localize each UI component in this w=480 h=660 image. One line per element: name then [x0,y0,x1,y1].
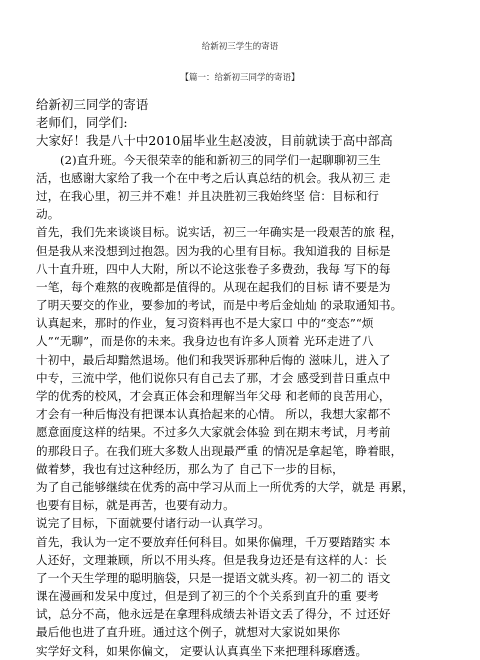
text-line: 为了自己能够继续在优秀的高中学习从而上一所优秀的大学，就是 再累， [36,479,414,494]
text-line: 了一个天生学理的聪明脑袋，只是一提语文就头疼。初一初二的 语文 [36,570,391,585]
text-line: 但是我从来没想到过抱怨。因为我的心里有目标。我知道我的 目标是 [36,243,391,258]
text-line: 人还好，文理兼顾，所以不用头疼。但是我身边还是有这样的人：长 [36,552,387,567]
text-line: 最后他也进了直升班。通过这个例子，就想对大家说如果你 [36,625,341,640]
text-line: 了明天要交的作业，要参加的考试，而是中考后金灿灿 的录取通知书。 [36,298,403,313]
heading-line: 给新初三同学的寄语 [36,97,149,112]
text-line: 课在漫画和发呆中度过，但是到了初三的个个关系到直升的重 要考 [36,589,379,604]
greeting-line: 老师们，同学们: [36,115,128,131]
text-line: 人”“无聊”，而是你的未来。我身边也有许多人顶着 光环走进了八 [36,334,374,349]
section-label: 【篇一：给新初三同学的寄语】 [180,73,300,83]
text-line: 中专，三流中学，他们说你只有自己去了那，才会 感受到昔日重点中 [36,370,391,385]
text-line: 一笔，每个难熬的夜晚都是值得的。从现在起我们的目标 请不要是为 [36,279,391,294]
document-title: 给新初三学生的寄语 [201,42,279,52]
text-line: 首先，我们先来谈谈目标。说实话，初三一年确实是一段艰苦的旅 程， [36,225,403,240]
document-body [36,96,448,660]
text-line: 过，在我心里，初三并不难！并且决胜初三我始终坚 信：目标和行 [36,188,379,203]
text-line: 做着梦，我也有过这种经历，那么为了 自己下一步的目标， [36,461,344,476]
text-line: 首先，我认为一定不要放弃任何科目。如果你偏理，千万要踏踏实 本 [36,534,391,549]
text-line: 说完了目标，下面就要付诸行动一认真学习。 [36,516,270,531]
text-line: 八十直升班，四中人大附，所以不论这张卷子多费劲，我每 写下的每 [36,261,391,276]
text-line: 才会有一种后悔没有把课本认真拾起来的心情。 所以，我想大家都不 [36,407,391,422]
text-line: 大家好！我是八十中2010届毕业生赵凌波，目前就读于高中部高 [36,133,393,149]
text-line: 的那段日子。在我们班大多数人出现最严重 的情况是拿起笔，睁着眼， [36,443,403,458]
text-line: 愿意面度这样的结果。不过多久大家就会体验 到在期末考试，月考前 [36,425,391,440]
text-line: 学的优秀的校风，才会真正体会和理解当年父母 和老师的良苦用心， [36,389,391,403]
text-line: 十初中，最后却黯然退场。他们和我哭诉那种后悔的 滋味儿，进入了 [36,352,391,367]
text-line: 活，也感谢大家给了我一个在中考之后认真总结的机会。我从初三 走 [36,170,391,185]
text-line: 实学好文科，如果你偏文， 定要认认真真坐下来把理科琢磨透。 [36,643,368,658]
text-line: (2)直升班。今天很荣幸的能和新初三的同学们一起聊聊初三生 [60,152,381,167]
text-line: 认真起来，那时的作业，复习资料再也不是大家口 中的“变态”“烦 [36,316,374,331]
text-line: 动。 [36,207,60,222]
text-line: 试，总分不高，他永远是在拿理科成绩去补语文丢了得分，不 过还好 [36,607,391,622]
text-line: 也要有目标，就是再苦，也要有动力。 [36,498,235,513]
